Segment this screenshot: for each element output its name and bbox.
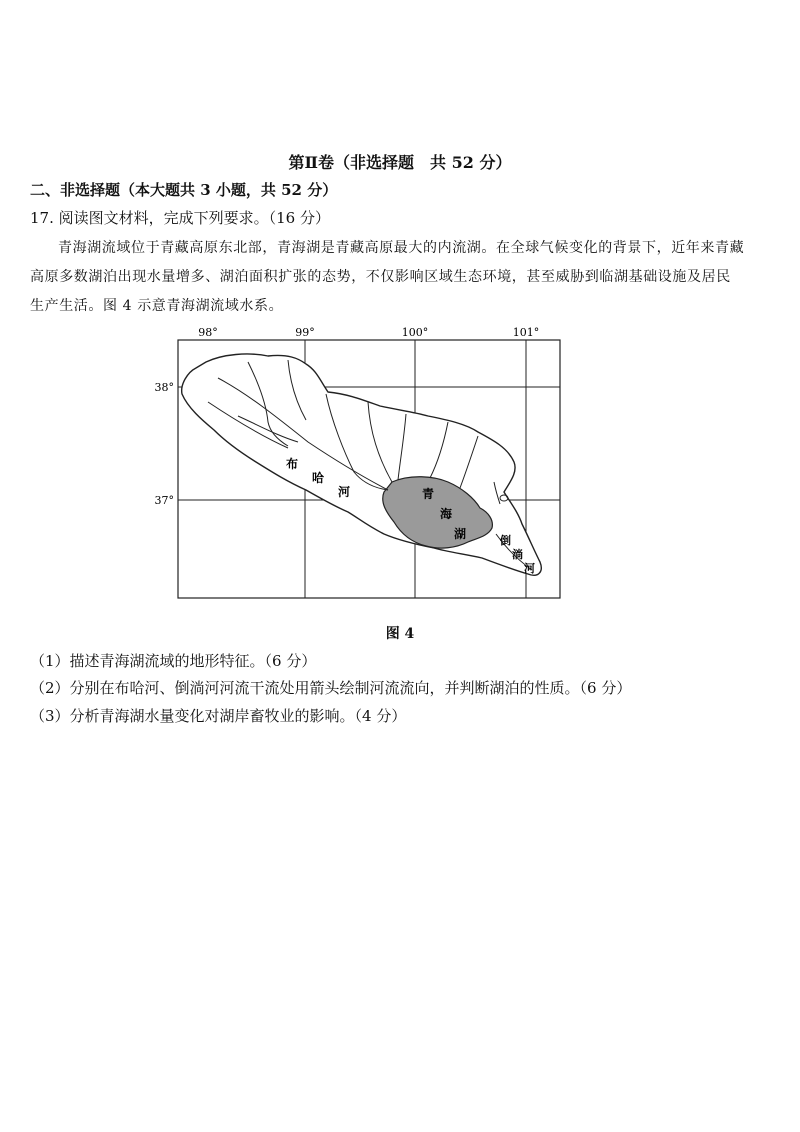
question-17-prompt: 17. 阅读图文材料，完成下列要求。（16 分） — [30, 209, 330, 227]
qinghai-lake-basin-map — [148, 322, 578, 612]
lat-label-37: 37° — [154, 494, 174, 507]
lake-label-char-2: 海 — [440, 507, 453, 521]
lon-label-99: 99° — [295, 326, 315, 339]
lat-label-38: 38° — [154, 381, 174, 394]
lake-label-char-3: 湖 — [454, 527, 467, 541]
subquestion-3: （3）分析青海湖水量变化对湖岸畜牧业的影响。（4 分） — [30, 707, 407, 725]
page-title: 第Ⅱ卷（非选择题 共 52 分） — [288, 153, 512, 172]
lon-label-98: 98° — [198, 326, 218, 339]
subquestion-2: （2）分别在布哈河、倒淌河河流干流处用箭头绘制河流流向，并判断湖泊的性质。（6 分） — [30, 679, 632, 697]
daotang-label-char-3: 河 — [524, 562, 535, 575]
buha-label-char-2: 哈 — [312, 471, 325, 485]
buha-label-char-1: 布 — [286, 457, 299, 471]
subquestion-1: （1）描述青海湖流域的地形特征。（6 分） — [30, 652, 317, 670]
daotang-label-char-1: 倒 — [500, 534, 511, 547]
figure-caption: 图 4 — [385, 626, 415, 642]
daotang-label-char-2: 淌 — [512, 548, 523, 561]
question-material-text: 青海湖流域位于青藏高原东北部，青海湖是青藏高原最大的内流湖。在全球气候变化的背景下，近年来青藏高原多数湖泊出现水量增多、湖泊面积扩张的态势，不仅影响区域生态环境，甚至威胁到临湖基础设施及居民生产生活。图 4 示意青海湖流域水系。 — [30, 240, 745, 314]
lake-label-char-1: 青 — [422, 487, 435, 501]
section-heading: 二、非选择题（本大题共 3 小题，共 52 分） — [30, 181, 338, 199]
lon-label-100: 100° — [401, 326, 429, 339]
buha-label-char-3: 河 — [338, 485, 351, 499]
lon-label-101: 101° — [512, 326, 540, 339]
